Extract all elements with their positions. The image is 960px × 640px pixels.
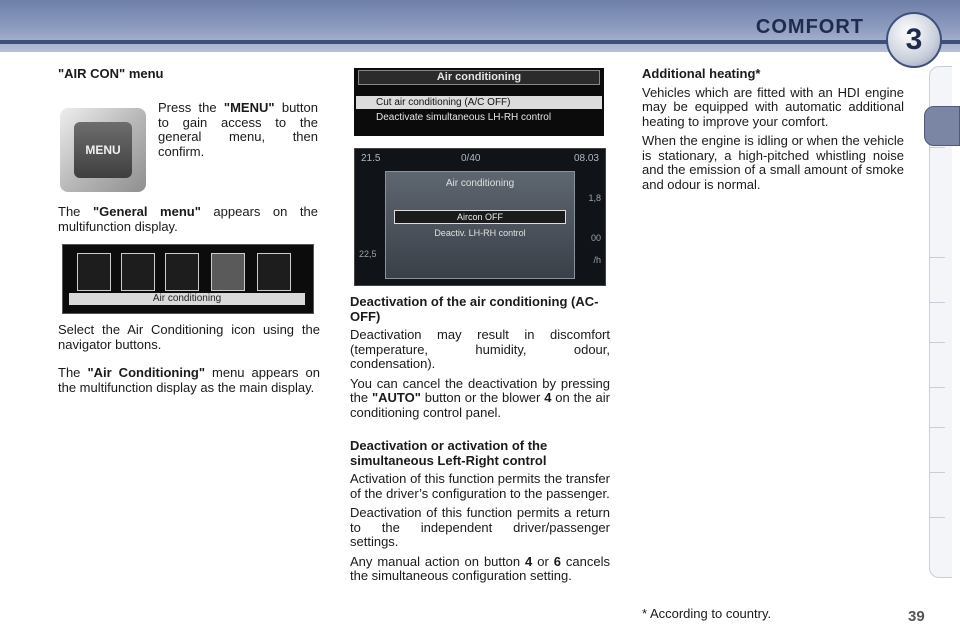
display-status-bar: 21.5 0/40 08.03 [361, 153, 599, 164]
deactivation-paragraph: Deactivation may result in discomfort (temperature, humidity, odour, condensation). [350, 327, 610, 371]
heating-paragraph-1: Vehicles which are fitted with an HDI engine may be equipped with automatic additional heating to improve your comfort. [642, 84, 904, 129]
deactivation-cancel-paragraph: You can cancel the deactivation by pressing the "AUTO" button or the blower 4 on the air conditioning control panel. [350, 375, 610, 420]
general-menu-text: The "General menu" appears on the multifunction display. [58, 204, 318, 234]
lr-manual-paragraph: Any manual action on button 4 or 6 cancels the simultaneous configuration setting. [350, 553, 610, 583]
tab-divider [929, 147, 945, 148]
tab-divider [929, 302, 945, 303]
section-heading: "AIR CON" menu [58, 66, 164, 81]
strip-selected-label: Air conditioning [69, 293, 305, 305]
header-divider [0, 40, 960, 44]
lr-deactivation-paragraph: Deactivation of this function permits a return to the independent driver/passenger settings. [350, 505, 610, 549]
display-menu-item: Deactivate simultaneous LH-RH control [376, 112, 552, 123]
aircon-menu-text: The "Air Conditioning" menu appears on the multifunction display as the main display. [58, 365, 321, 395]
column-right [642, 67, 904, 197]
display-side-value: 1,8 [588, 193, 601, 203]
popup-title: Air conditioning [445, 178, 515, 189]
menu-instruction: Press the "MENU" button to gain access to the general menu, then confirm. [158, 100, 318, 159]
display-popup [385, 171, 575, 279]
deactivation-heading: Deactivation of the air conditioning (AC-OFF) [350, 294, 599, 324]
page-number: 39 [908, 608, 925, 625]
tab-divider [929, 517, 945, 518]
popup-selected-item: Aircon OFF [394, 210, 566, 224]
additional-heating-heading: Additional heating* [642, 66, 761, 81]
lr-activation-paragraph: Activation of this function permits the transfer of the driver’s configuration to the passenger. [350, 471, 610, 501]
menu-button-label: MENU [74, 122, 132, 178]
menu-button-photo [60, 108, 146, 192]
telephone-icon [257, 253, 291, 291]
display-side-value: /h [593, 255, 601, 265]
footnote: * According to country. [642, 606, 772, 621]
colour-display-screen [354, 148, 606, 286]
trip-computer-icon [121, 253, 155, 291]
column-middle [350, 295, 610, 589]
chapter-title: COMFORT [755, 16, 864, 38]
chapter-number-badge: 3 [886, 12, 942, 68]
select-instruction: Select the Air Conditioning icon using the navigator buttons. [58, 322, 320, 352]
popup-menu-item: Deactiv. LH-RH control [434, 228, 526, 238]
active-chapter-tab [924, 106, 960, 146]
display-selected-item: Cut air conditioning (A/C OFF) [356, 96, 602, 109]
tab-divider [929, 472, 945, 473]
lr-control-heading: Deactivation or activation of the simultaneous Left-Right control [350, 438, 548, 468]
air-conditioning-icon [211, 253, 245, 291]
tab-divider [929, 427, 945, 428]
tab-divider [929, 342, 945, 343]
navigation-icon [77, 253, 111, 291]
audio-settings-icon [165, 253, 199, 291]
aircon-menu-display [354, 68, 604, 136]
heating-paragraph-2: When the engine is idling or when the vehicle is stationary, a high-pitched whistling noise and the emission of a small amount of smoke and odour is normal. [642, 133, 904, 192]
tab-divider [929, 387, 945, 388]
column-left [58, 67, 320, 86]
display-title: Air conditioning [358, 70, 600, 85]
display-side-value: 22,5 [359, 249, 377, 259]
tab-divider [929, 257, 945, 258]
display-side-value: 00 [590, 233, 601, 243]
general-menu-display [62, 244, 314, 314]
